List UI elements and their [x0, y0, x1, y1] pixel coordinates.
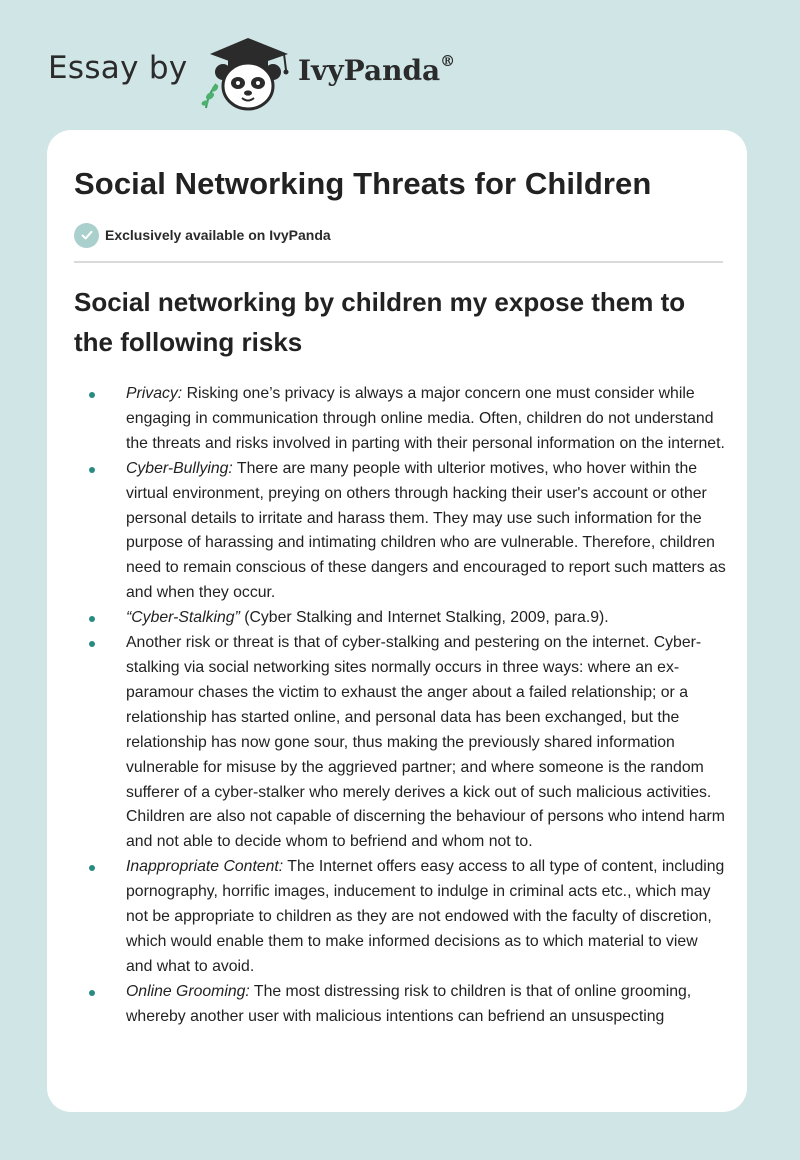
list-item-text: Risking one’s privacy is always a major concern one must consider while engaging in communication through online media. Often, children do not understand the threats and risks involved in parting with their personal information on the internet. — [126, 385, 725, 452]
divider — [74, 261, 723, 263]
exclusive-badge — [74, 222, 331, 248]
section-heading: Social networking by children my expose them to the following risks — [74, 287, 686, 357]
list-item-term: Cyber-Bullying: — [126, 459, 233, 477]
bullet — [89, 641, 95, 647]
list-item-cyber-bullying — [74, 457, 726, 606]
article-title: Social Networking Threats for Children — [74, 166, 652, 201]
list-item-term: Online Grooming: — [126, 982, 250, 1000]
bullet — [89, 990, 95, 996]
list-item-term: “Cyber-Stalking” — [126, 609, 240, 627]
panda-graduate-logo-icon[interactable] — [198, 34, 294, 112]
list-item-privacy — [74, 382, 726, 457]
list-item-cyber-stalking — [74, 631, 726, 855]
bullet — [89, 467, 95, 473]
article-card — [47, 130, 747, 1112]
bullet — [89, 865, 95, 871]
list-item-text: Another risk or threat is that of cyber-stalking and pestering on the internet. Cyber-stalking via social networking sites normally occurs in three ways: where an ex-paramour chases the victim to exhaust the anger about a failed relationship; or a relationship has started online, and personal data has been exchanged, but the relationship has now gone sour, thus making the previously shared information vulnerable for misuse by the aggrieved partner; and where someone is the random sufferer of a cyber-stalker who merely derives a kick out of such malicious activities. Children are also not capable of discerning the behaviour of persons who intend harm and not able to decide whom to befriend and whom not to. — [126, 634, 725, 851]
check-circle-icon — [74, 223, 99, 248]
list-item-text: The most distressing risk to children is that of online grooming, whereby another user with malicious intentions can befriend an unsuspecting — [126, 982, 692, 1025]
bullet — [89, 392, 95, 398]
bullet — [89, 616, 95, 622]
site-header — [48, 34, 508, 114]
list-item-cyber-stalking-citation — [74, 606, 726, 631]
exclusive-badge-text: Exclusively available on IvyPanda — [105, 227, 331, 243]
list-item-text: The Internet offers easy access to all type of content, including pornography, horrific images, inducement to indulge in criminal acts etc., which may not be appropriate to children as they are not endowed with the faculty of discretion, which would enable them to make informed decisions as to which material to view and what to avoid. — [126, 858, 725, 975]
list-item-inappropriate-content — [74, 855, 726, 980]
list-item-online-grooming — [74, 980, 726, 1030]
essay-by-label: Essay by — [48, 50, 188, 86]
list-item-term: Privacy: — [126, 385, 183, 402]
list-item-text: (Cyber Stalking and Internet Stalking, 2009, para.9). — [239, 609, 609, 627]
list-item-term: Inappropriate Content: — [126, 858, 284, 876]
registered-mark: ® — [440, 51, 456, 70]
list-item-text: There are many people with ulterior motives, who hover within the virtual environment, preying on others through hacking their user's account or other personal details to irritate and harass them. They may use such information for the purpose of harassing and intimating children who are vulnerable. Therefore, children need to remain conscious of these dangers and encouraged to report such matters as and when they occur. — [126, 459, 726, 602]
risk-list — [74, 382, 726, 1030]
brand-name[interactable]: IvyPanda® — [298, 51, 456, 87]
